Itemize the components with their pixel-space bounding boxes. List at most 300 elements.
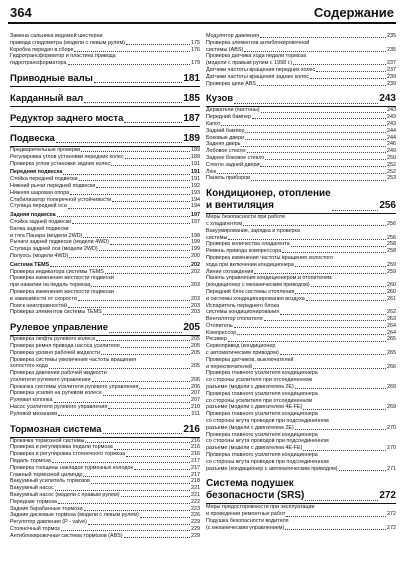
leader-dots (109, 332, 182, 333)
toc-entry[interactable] (10, 309, 200, 316)
leader-dots (50, 266, 190, 267)
leader-dots (234, 103, 378, 104)
toc-section-title-line: безопасности (SRS) (206, 490, 305, 502)
toc-entry-title: Испаритель переднего блока (206, 302, 279, 309)
toc-entry[interactable] (206, 228, 396, 235)
leader-dots (114, 449, 190, 450)
toc-section-heading[interactable] (10, 322, 200, 334)
leader-dots (68, 208, 190, 209)
toc-entry[interactable] (206, 121, 396, 128)
toc-entry[interactable] (10, 411, 200, 418)
toc-entry[interactable] (10, 377, 200, 384)
toc-entry[interactable] (206, 384, 396, 391)
toc-page-number: 264 (387, 329, 396, 336)
toc-entry[interactable] (10, 60, 200, 67)
toc-entry[interactable] (206, 518, 396, 525)
leader-dots (121, 496, 190, 497)
toc-section-title (206, 478, 304, 502)
toc-entry-title: Датчики частоты вращения задних колес (206, 73, 309, 80)
toc-entry[interactable] (206, 336, 396, 343)
toc-entry-title: холостого хода (10, 363, 48, 370)
toc-entry[interactable] (10, 226, 200, 233)
page-number: 364 (10, 5, 32, 20)
toc-entry-title: Проверка главного усилителя кондиционера (206, 431, 318, 438)
toc-page-number: 237 (387, 60, 396, 67)
leader-dots (72, 223, 190, 224)
toc-page-number: 270 (387, 424, 396, 431)
toc-entry[interactable] (10, 275, 200, 282)
toc-entry-title: гидротрансформатора (10, 60, 67, 67)
toc-page-number: 205 (191, 336, 200, 343)
toc-entry[interactable] (206, 445, 396, 452)
toc-entry[interactable] (206, 221, 396, 228)
leader-dots (126, 456, 190, 457)
toc-entry[interactable] (206, 466, 396, 473)
leader-dots (253, 368, 386, 369)
toc-entry-title: разъеме (модели с двигателем 4E-FE) (206, 404, 303, 411)
toc-entry-title: Отопитель (206, 322, 233, 329)
toc-entry[interactable] (10, 384, 200, 391)
toc-section-heading[interactable] (10, 113, 200, 125)
toc-entry[interactable] (206, 60, 396, 67)
leader-dots (291, 246, 386, 247)
toc-entry[interactable] (206, 370, 396, 377)
leader-dots (257, 85, 386, 86)
toc-entry[interactable] (206, 404, 396, 411)
toc-entry-title: Прокачка тормозной системы (10, 437, 85, 444)
toc-entry-title: разъеме (кондиционер с автоматическим приводом) (206, 465, 338, 472)
toc-page-number: 226 (191, 512, 200, 519)
toc-entry-title: разъеме (модели с двигателем 4E-FE) (206, 445, 303, 452)
leader-dots (126, 44, 190, 45)
toc-entry[interactable] (206, 81, 396, 88)
toc-entry-title: Задние барабанные тормоза (10, 505, 83, 512)
toc-entry[interactable] (206, 74, 396, 81)
leader-dots (140, 517, 190, 518)
leader-dots (57, 216, 190, 217)
toc-entry[interactable] (206, 214, 396, 221)
toc-section-heading[interactable] (206, 93, 396, 105)
toc-entry-title: Ресивер (206, 336, 227, 343)
toc-entry-title: со стороны усилителя при отсоединенном (206, 377, 313, 384)
toc-page-number: 192 (191, 182, 200, 189)
toc-entry-title: Стойка передней подвески (10, 176, 78, 183)
toc-entry[interactable] (206, 452, 396, 459)
toc-page-number: 256 (387, 220, 396, 227)
toc-entry[interactable] (10, 465, 200, 472)
toc-entry-title: системы кондиционирования (206, 309, 280, 316)
toc-entry-title: со стороны жгута проводов при подсоединенном (206, 438, 329, 445)
toc-entry-title: Нижняя шаровая опора (10, 189, 70, 196)
toc-entry[interactable] (10, 296, 200, 303)
toc-section-heading[interactable] (10, 93, 200, 105)
toc-entry[interactable] (10, 438, 200, 445)
toc-entry[interactable] (206, 135, 396, 142)
toc-entry[interactable] (10, 147, 200, 154)
toc-entry[interactable] (206, 33, 396, 40)
toc-entry-title: Гидротрансформатор и пластина привода (10, 53, 116, 60)
leader-dots (108, 408, 190, 409)
toc-entry[interactable] (206, 282, 396, 289)
leader-dots (306, 300, 386, 301)
toc-entry-title: Рулевая колонка (10, 397, 53, 404)
toc-page-number: 189 (183, 132, 200, 144)
toc-entry-title: и проведении ремонтных работ (206, 511, 286, 518)
toc-entry[interactable] (206, 418, 396, 425)
toc-entry[interactable] (10, 343, 200, 350)
toc-page-number: 216 (191, 451, 200, 458)
toc-entry-title: системы (ABS) (206, 46, 244, 53)
toc-entry[interactable] (206, 40, 396, 47)
toc-section-heading[interactable] (10, 133, 200, 145)
toc-entry[interactable] (206, 162, 396, 169)
leader-dots (339, 470, 386, 471)
toc-entry[interactable] (206, 391, 396, 398)
section-gap (206, 87, 396, 90)
toc-entry[interactable] (10, 336, 200, 343)
toc-page-number: 256 (379, 200, 396, 212)
toc-entry[interactable] (206, 411, 396, 418)
toc-entry-title: и системы кондиционирования воздуха (206, 295, 305, 302)
section-gap (206, 182, 396, 185)
toc-page-number: 185 (183, 92, 200, 104)
toc-entry-title: Проверка главного усилителя кондиционера (206, 370, 318, 377)
leader-dots (68, 307, 190, 308)
toc-page-number: 249 (387, 148, 396, 155)
toc-entry[interactable] (206, 47, 396, 54)
toc-entry[interactable] (10, 458, 200, 465)
leader-dots (103, 433, 183, 434)
toc-page-number: 205 (183, 322, 200, 334)
toc-entry-title: хода при включении кондиционера (206, 261, 294, 268)
toc-entry[interactable] (10, 370, 200, 377)
leader-dots (303, 450, 386, 451)
toc-entry[interactable] (10, 519, 200, 526)
toc-entry-title: Ступица задней оси (модели 2WD) (10, 246, 98, 253)
toc-page-number: 235 (387, 33, 396, 39)
toc-page-number: 189 (191, 146, 200, 153)
toc-page-number: 217 (191, 458, 200, 465)
toc-entry-title: Проверка главного усилителя кондиционера (206, 411, 318, 418)
toc-entry[interactable] (10, 33, 200, 40)
toc-entry[interactable] (206, 289, 396, 296)
toc-page-number: 243 (387, 107, 396, 114)
leader-dots (88, 524, 190, 525)
toc-page-number: 265 (387, 350, 396, 357)
toc-page-number: 207 (191, 397, 200, 404)
toc-entry[interactable] (206, 275, 396, 282)
toc-page-number: 205 (191, 363, 200, 370)
toc-section-title-line: и вентиляция (206, 200, 274, 212)
toc-entry[interactable] (10, 203, 200, 210)
toc-entry-title: Подвеска (10, 132, 55, 144)
toc-section-heading[interactable] (10, 73, 200, 85)
toc-page-number: 194 (191, 196, 200, 203)
toc-entry-title: Заднее боковое стекло (206, 154, 265, 161)
toc-entry-title: Рычаги задней подвески (модели 4WD) (10, 239, 109, 246)
leader-dots (228, 341, 386, 342)
toc-entry[interactable] (10, 282, 200, 289)
toc-entry-title: Стекло задней двери (206, 161, 260, 168)
toc-entry[interactable] (206, 53, 396, 60)
toc-entry[interactable] (206, 169, 396, 176)
toc-entry-title: Проверка изменения частоты вращения холостого (206, 254, 334, 261)
toc-entry[interactable] (10, 176, 200, 183)
toc-entry[interactable] (10, 303, 200, 310)
leader-dots (251, 180, 386, 181)
toc-entry[interactable] (10, 246, 200, 253)
toc-entry[interactable] (10, 506, 200, 513)
toc-subsection-heading[interactable] (10, 212, 200, 219)
leader-dots (285, 529, 386, 530)
toc-entry-title: Насос усилителя рулевого управления (10, 404, 108, 411)
toc-entry[interactable] (206, 364, 396, 371)
leader-dots (81, 151, 190, 152)
section-gap (10, 316, 200, 319)
toc-entry-title: Проверка ремня привода насоса усилителя (10, 342, 120, 349)
leader-dots (125, 158, 190, 159)
toc-entry[interactable] (10, 190, 200, 197)
toc-entry[interactable] (206, 114, 396, 121)
toc-entry-title: Передний бампер (206, 114, 251, 121)
toc-entry[interactable] (206, 350, 396, 357)
toc-entry[interactable] (206, 525, 396, 532)
leader-dots (111, 165, 190, 166)
leader-dots (70, 194, 190, 195)
toc-section-title-line: Кондиционер, отопление (206, 188, 331, 200)
toc-entry-title: (модели с правым рулем с 1998 г.) (206, 60, 293, 67)
toc-entry-title: Тормозная система (10, 423, 102, 435)
toc-entry[interactable] (206, 343, 396, 350)
toc-entry[interactable] (206, 235, 396, 242)
toc-entry-title: Панель управления кондиционером и отопителем (206, 275, 332, 282)
toc-entry[interactable] (206, 425, 396, 432)
toc-entry[interactable] (206, 357, 396, 364)
toc-entry[interactable] (206, 155, 396, 162)
leader-dots (311, 286, 386, 287)
toc-section-heading[interactable] (206, 478, 396, 502)
toc-page-number: 200 (191, 252, 200, 259)
toc-page-number: 199 (191, 239, 200, 246)
toc-page-number: 205 (191, 349, 200, 356)
leader-dots (303, 409, 386, 410)
toc-entry[interactable] (206, 511, 396, 518)
toc-entry-title: Балка задней подвески (10, 225, 69, 232)
toc-page-number: 269 (387, 384, 396, 391)
toc-entry[interactable] (206, 67, 396, 74)
leader-dots (254, 273, 386, 274)
toc-entry-title: Рулевое управление (10, 322, 109, 334)
toc-page-number: 203 (191, 302, 200, 309)
toc-page-number: 262 (387, 309, 396, 316)
leader-dots (58, 415, 190, 416)
toc-entry-title: Проверка усилия на рулевом колесе (10, 390, 102, 397)
toc-entry[interactable] (206, 432, 396, 439)
toc-entry-title: Проверка системы увеличения частоты вращения (10, 356, 136, 363)
toc-entry[interactable] (10, 154, 200, 161)
toc-entry[interactable] (206, 377, 396, 384)
toc-entry[interactable] (10, 350, 200, 357)
toc-entry[interactable] (10, 219, 200, 226)
toc-page-number: 250 (387, 154, 396, 161)
leader-dots (101, 354, 190, 355)
toc-entry[interactable] (206, 128, 396, 135)
toc-page-number: 191 (191, 160, 200, 167)
toc-page-number: 206 (191, 376, 200, 383)
toc-entry[interactable] (10, 269, 200, 276)
leader-dots (332, 210, 379, 211)
leader-dots (94, 82, 182, 83)
toc-entry-title: Задние дисковые тормоза (модели с левым рулем) (10, 512, 139, 519)
toc-entry-title: Педаль тормоза (10, 458, 51, 465)
leader-dots (295, 429, 386, 430)
toc-entry-title: (с механическим управлением) (206, 524, 285, 531)
toc-entry-title: Линии охлаждения (206, 268, 254, 275)
toc-entry[interactable] (206, 504, 396, 511)
toc-entry-title: Проверка датчиков, выключателей (206, 356, 294, 363)
toc-entry[interactable] (206, 241, 396, 248)
toc-page-number: 181 (183, 72, 200, 84)
toc-page-number: 260 (387, 288, 396, 295)
toc-entry[interactable] (10, 289, 200, 296)
toc-page-number: 265 (387, 336, 396, 343)
toc-page-number: 194 (191, 203, 200, 210)
toc-entry[interactable] (10, 499, 200, 506)
toc-entry[interactable] (206, 141, 396, 148)
toc-entry[interactable] (10, 397, 200, 404)
toc-page-number: 216 (191, 444, 200, 451)
leader-dots (49, 368, 190, 369)
leader-dots (295, 293, 386, 294)
toc-page-number: 207 (191, 390, 200, 397)
toc-entry[interactable] (10, 183, 200, 190)
toc-page-number: 223 (191, 505, 200, 512)
toc-entry[interactable] (10, 526, 200, 533)
toc-section-heading[interactable] (206, 188, 396, 212)
toc-entry[interactable] (206, 296, 396, 303)
toc-page-number: 217 (191, 471, 200, 478)
toc-entry-title: Проверка индикатора системы TEMS (10, 268, 104, 275)
toc-page-number: 206 (191, 383, 200, 390)
toc-subsection-heading[interactable] (10, 262, 200, 269)
toc-entry[interactable] (10, 512, 200, 519)
toc-entry-title: Датчики частоты вращения передних колес (206, 66, 316, 73)
toc-entry[interactable] (206, 459, 396, 466)
toc-entry[interactable] (206, 255, 396, 262)
toc-entry[interactable] (10, 444, 200, 451)
leader-dots (99, 250, 190, 251)
toc-page-number: 259 (387, 268, 396, 275)
toc-entry-title: Проверка и регулировка стояночного тормоза (10, 451, 126, 458)
leader-dots (310, 78, 386, 79)
leader-dots (124, 537, 190, 538)
toc-entry-title: Передние тормоза (10, 498, 57, 505)
toc-entry[interactable] (10, 492, 200, 499)
toc-entry[interactable] (10, 451, 200, 458)
toc-entry[interactable] (10, 161, 200, 168)
toc-entry-title: Коробка передач в сборе (10, 46, 74, 53)
toc-entry-title: Проверка цепи ABS (206, 80, 256, 87)
toc-entry-title: Задний бампер (206, 127, 245, 134)
toc-entry[interactable] (206, 309, 396, 316)
leader-dots (228, 239, 386, 240)
toc-page-number: 198 (191, 232, 200, 239)
toc-entry-title: Стойка задней подвески (10, 218, 72, 225)
toc-entry[interactable] (10, 40, 200, 47)
leader-dots (124, 122, 182, 123)
toc-entry-title: Подушка безопасности водителя (206, 518, 289, 525)
toc-entry[interactable] (10, 47, 200, 54)
toc-entry[interactable] (206, 316, 396, 323)
toc-entry[interactable] (206, 303, 396, 310)
leader-dots (84, 510, 190, 511)
toc-entry[interactable] (10, 533, 200, 540)
leader-dots (55, 490, 190, 491)
section-gap (10, 127, 200, 130)
toc-page-number: 191 (191, 176, 200, 183)
toc-page-number: 239 (387, 73, 396, 80)
toc-entry[interactable] (206, 262, 396, 269)
toc-entry-title: Вакуумный насос (10, 485, 54, 492)
toc-page-number: 252 (387, 161, 396, 168)
leader-dots (96, 340, 190, 341)
toc-page-number: 266 (387, 363, 396, 370)
toc-page-number: 217 (191, 464, 200, 471)
leader-dots (280, 314, 386, 315)
toc-entry[interactable] (10, 53, 200, 60)
section-gap (206, 472, 396, 475)
toc-section-heading[interactable] (10, 424, 200, 436)
toc-entry-title: Вакуумный усилитель тормозов (10, 478, 90, 485)
toc-entry[interactable] (206, 330, 396, 337)
toc-entry[interactable] (206, 269, 396, 276)
toc-entry[interactable] (206, 323, 396, 330)
toc-entry[interactable] (206, 248, 396, 255)
leader-dots (112, 201, 190, 202)
leader-dots (83, 476, 190, 477)
toc-entry-title: Проверка углов установки задних колес (10, 160, 111, 167)
page-header (8, 4, 396, 24)
leader-dots (58, 503, 190, 504)
toc-entry[interactable] (10, 390, 200, 397)
toc-entry[interactable] (10, 253, 200, 260)
toc-entry[interactable] (206, 175, 396, 182)
toc-entry-title: Проверка элементов системы TEMS (10, 309, 102, 316)
toc-entry-title: Проверка уровня рабочей жидкости (10, 349, 101, 356)
toc-page-number: 256 (387, 234, 396, 241)
leader-dots (91, 483, 190, 484)
toc-entry[interactable] (206, 438, 396, 445)
toc-entry[interactable] (10, 357, 200, 364)
toc-entry-title: со стороны жгута проводов при подсоединенном (206, 458, 329, 465)
toc-entry[interactable] (206, 398, 396, 405)
toc-entry-title: и тяга Панара (модели 2WD) (10, 232, 83, 239)
leader-dots (260, 37, 386, 38)
toc-entry-title: Проверка давления рабочей жидкости (10, 370, 107, 377)
leader-dots (264, 320, 386, 321)
leader-dots (241, 146, 386, 147)
toc-entry[interactable] (206, 148, 396, 155)
toc-page-number: 271 (387, 465, 396, 472)
toc-entry-title: (кондиционер с механическим приводом) (206, 282, 310, 289)
toc-entry-title: Проверка элементов антиблокировочной (206, 39, 310, 46)
toc-entry-title: Проверка толщины накладок тормозных колодок (10, 464, 133, 471)
toc-entry-title: с хладагентом (206, 220, 243, 227)
toc-page-number: 191 (191, 169, 200, 176)
leader-dots (121, 347, 190, 348)
toc-entry[interactable] (10, 404, 200, 411)
toc-entry-title: усилителя рулевого управления (10, 376, 91, 383)
